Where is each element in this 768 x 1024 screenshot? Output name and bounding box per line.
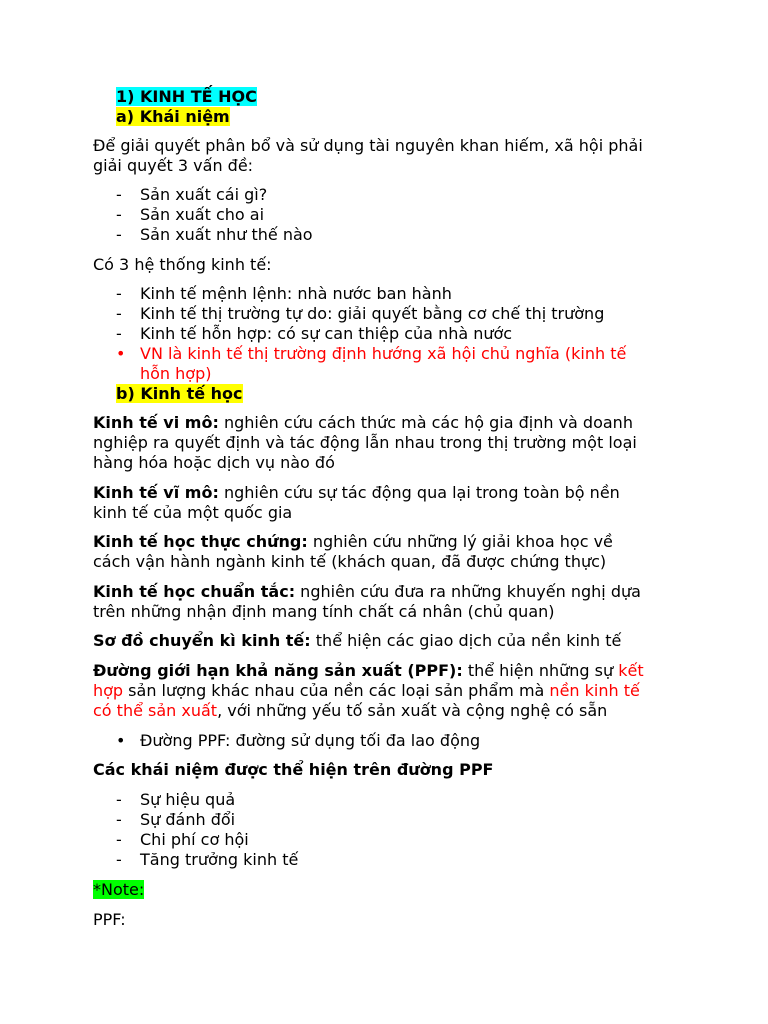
list-item: [0, 185, 768, 205]
dash-marker: -: [116, 810, 122, 829]
list-item-text: Sản xuất cái gì?: [140, 185, 268, 204]
dash-marker: -: [116, 284, 122, 303]
dash-marker: -: [116, 850, 122, 869]
vn-bullet-item: [0, 344, 768, 364]
macro-definition-line1: [93, 483, 620, 503]
intro-paragraph-line2: giải quyết 3 vấn đề:: [93, 156, 254, 175]
ppf-text-a: thể hiện những sự: [462, 661, 619, 680]
ppf-red-2: hợp: [93, 681, 124, 700]
list-item-text: Tăng trưởng kinh tế: [140, 850, 299, 869]
ppf-red-4: có thể sản xuất: [93, 701, 218, 720]
list-item-text: Kinh tế mệnh lệnh: nhà nước ban hành: [140, 284, 452, 303]
ppf-red-3: nền kinh tế: [549, 681, 640, 700]
note-label: *Note:: [93, 880, 145, 899]
normative-definition-line1: [93, 582, 641, 602]
positive-term: Kinh tế học thực chứng:: [93, 532, 308, 551]
macro-term: Kinh tế vĩ mô:: [93, 483, 219, 502]
list-item-text: Kinh tế thị trường tự do: giải quyết bằng cơ chế thị trường: [140, 304, 605, 323]
dash-marker: -: [116, 324, 122, 343]
vn-line2: hỗn hợp): [140, 364, 212, 383]
dash-marker: -: [116, 225, 122, 244]
subsection-b-title: Kinh tế học: [140, 384, 243, 403]
section-number: 1): [116, 87, 135, 106]
list-item: [0, 205, 768, 225]
flow-text: thể hiện các giao dịch của nền kinh tế: [310, 631, 622, 650]
ppf-text-b: sản lượng khác nhau của nền các loại sản phẩm mà: [123, 681, 550, 700]
list-item: [0, 304, 768, 324]
ppf-term: Đường giới hạn khả năng sản xuất (PPF):: [93, 661, 463, 680]
systems-intro: Có 3 hệ thống kinh tế:: [93, 255, 272, 274]
flow-term: Sơ đồ chuyển kì kinh tế:: [93, 631, 311, 650]
list-item: [0, 810, 768, 830]
vn-line1: VN là kinh tế thị trường định hướng xã hội chủ nghĩa (kinh tế: [140, 344, 627, 363]
list-item: [0, 225, 768, 245]
subsection-a-letter: a): [116, 107, 135, 126]
macro-text: nghiên cứu sự tác động qua lại trong toàn bộ nền: [218, 483, 620, 502]
list-item-text: Sản xuất như thế nào: [140, 225, 313, 244]
subsection-a-heading: [116, 107, 230, 127]
dash-marker: -: [116, 830, 122, 849]
ppf-label: PPF:: [93, 910, 126, 929]
positive-definition-line1: [93, 532, 613, 552]
list-item: [0, 830, 768, 850]
micro-definition-line2: nghiệp ra quyết định và tác động lẫn nhau trong thị trường một loại: [93, 433, 637, 452]
positive-definition-line2: cách vận hành ngành kinh tế (khách quan, đã được chứng thực): [93, 552, 607, 571]
dash-marker: -: [116, 185, 122, 204]
ppf-bullet-text: Đường PPF: đường sử dụng tối đa lao động: [140, 731, 481, 750]
section-title: KINH TẾ HỌC: [140, 87, 257, 106]
flow-definition: [93, 631, 621, 651]
intro-paragraph-line1: Để giải quyết phân bổ và sử dụng tài nguyên khan hiếm, xã hội phải: [93, 136, 643, 155]
micro-definition-line1: [93, 413, 633, 433]
positive-text: nghiên cứu những lý giải khoa học về: [307, 532, 613, 551]
list-item-text: Sản xuất cho ai: [140, 205, 265, 224]
subsection-a-title: Khái niệm: [139, 107, 230, 126]
normative-term: Kinh tế học chuẩn tắc:: [93, 582, 296, 601]
list-item-text: Chi phí cơ hội: [140, 830, 249, 849]
dash-marker: -: [116, 790, 122, 809]
bullet-marker: •: [116, 344, 126, 363]
list-item: [0, 850, 768, 870]
macro-definition-line2: kinh tế của một quốc gia: [93, 503, 293, 522]
ppf-definition-line3: [93, 701, 607, 721]
section-heading: [116, 87, 257, 107]
ppf-bullet-item: [0, 731, 768, 751]
subsection-b-letter: b): [116, 384, 135, 403]
subsection-b-heading: [116, 384, 243, 404]
list-item-text: Sự hiệu quả: [140, 790, 236, 809]
normative-text: nghiên cứu đưa ra những khuyến nghị dựa: [295, 582, 641, 601]
list-item-text: Kinh tế hỗn hợp: có sự can thiệp của nhà nước: [140, 324, 513, 343]
list-item: [0, 790, 768, 810]
dash-marker: -: [116, 304, 122, 323]
micro-text: nghiên cứu cách thức mà các hộ gia định và doanh: [218, 413, 633, 432]
micro-term: Kinh tế vi mô:: [93, 413, 219, 432]
ppf-red-1: kết: [618, 661, 644, 680]
list-item-text: Sự đánh đổi: [140, 810, 236, 829]
concepts-heading: Các khái niệm được thể hiện trên đường PPF: [93, 760, 494, 779]
vn-bullet-item-cont: [0, 364, 768, 384]
normative-definition-line2: trên những nhận định mang tính chất cá nhân (chủ quan): [93, 602, 555, 621]
bullet-marker: •: [116, 731, 126, 750]
list-item: [0, 324, 768, 344]
ppf-definition-line2: [93, 681, 640, 701]
micro-definition-line3: hàng hóa hoặc dịch vụ nào đó: [93, 453, 335, 472]
ppf-definition-line1: [93, 661, 644, 681]
ppf-text-c: , với những yếu tố sản xuất và cộng nghệ có sẵn: [217, 701, 608, 720]
note-line: [93, 880, 144, 900]
dash-marker: -: [116, 205, 122, 224]
list-item: [0, 284, 768, 304]
